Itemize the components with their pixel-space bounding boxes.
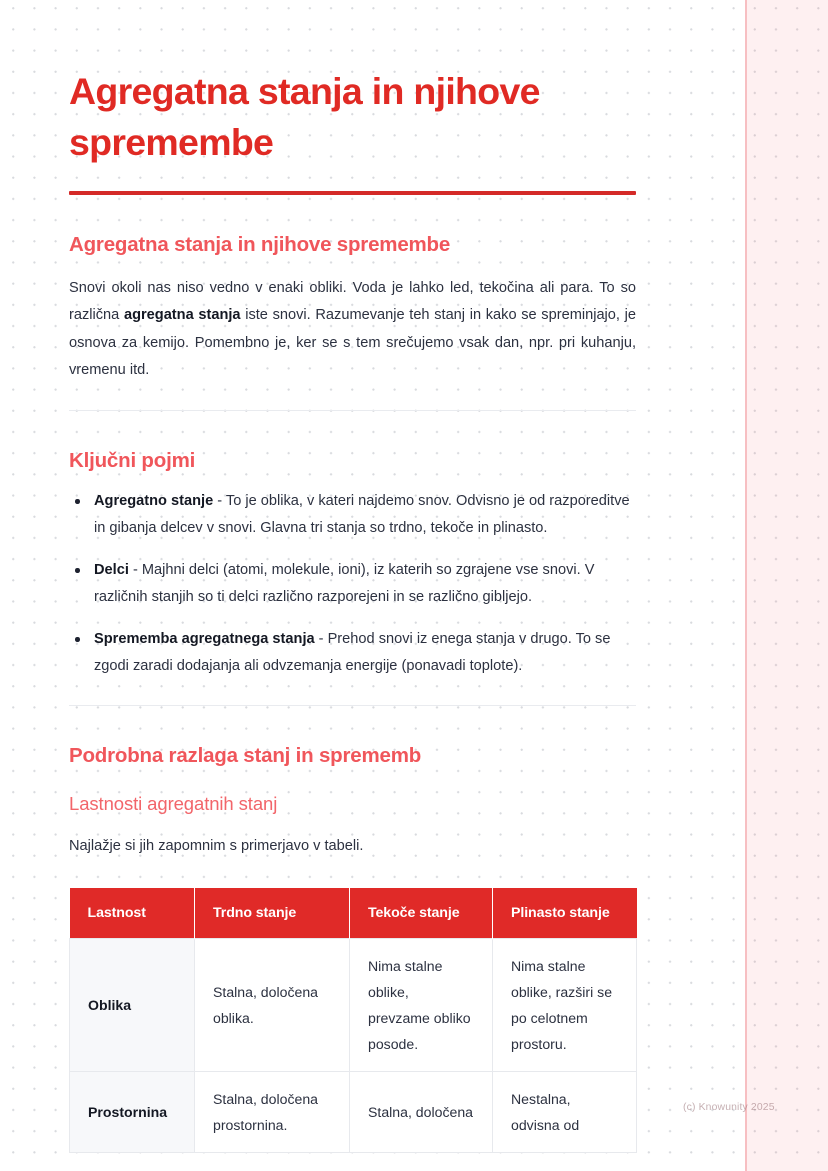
bullet-dot-icon <box>75 568 80 573</box>
list-item <box>69 557 636 610</box>
table-cell-gas: Nestalna, odvisna od <box>493 1072 637 1153</box>
right-decorative-stripe <box>745 0 828 1171</box>
page-title: Agregatna stanja in njihove spremembe <box>69 70 540 163</box>
table-header-cell-lastnost: Lastnost <box>70 888 195 939</box>
key-term-label: Delci <box>94 562 129 579</box>
key-terms-list <box>69 474 636 679</box>
list-item <box>69 626 636 679</box>
key-term-definition: - To je oblika, v kateri najdemo snov. Odvisno je od razporeditve in gibanja delcev v snovi. Glavna tri stanja so trdno, tekoče in plinasto. <box>94 493 630 536</box>
table-intro-paragraph: Najlažje si jih zapomnim s primerjavo v tabeli. <box>69 838 364 855</box>
table-cell-gas: Nima stalne oblike, razširi se po celotnem prostoru. <box>493 939 637 1072</box>
copyright-watermark: (c) Knowunity 2025 <box>683 1102 775 1113</box>
key-term-label: Agregatno stanje <box>94 493 214 510</box>
table-header-cell-tekoce: Tekoče stanje <box>350 888 493 939</box>
intro-paragraph-part2: iste snovi. Razumevanje teh stanj in kako se spreminjajo, je osnova za kemijo. Pomembno je, ker se s tem srečujemo vsak dan, npr. pri kuhanju, vremenu itd. <box>69 307 636 378</box>
intro-paragraph <box>69 258 636 384</box>
bullet-dot-icon <box>75 499 80 504</box>
table-row <box>70 939 637 1072</box>
section-heading-intro: Agregatna stanja in njihove spremembe <box>69 233 451 256</box>
subsection-heading-properties: Lastnosti agregatnih stanj <box>69 793 278 815</box>
properties-table <box>69 888 637 1153</box>
list-item <box>69 488 636 541</box>
table-cell-solid: Stalna, določena oblika. <box>195 939 350 1072</box>
properties-table-wrapper <box>69 888 636 1153</box>
table-header-row <box>70 888 637 939</box>
section-heading-key-terms: Ključni pojmi <box>69 449 196 473</box>
document-content <box>69 0 636 1153</box>
key-term-definition: - Prehod snovi iz enega stanja v drugo. To se zgodi zaradi dodajanja ali odvzemanja energije (ponavadi toplote). <box>94 631 611 674</box>
table-cell-liquid: Stalna, določena <box>350 1072 493 1153</box>
table-cell-row-label: Prostornina <box>70 1072 195 1153</box>
table-cell-liquid: Nima stalne oblike, prevzame obliko posode. <box>350 939 493 1072</box>
table-header-cell-trdno: Trdno stanje <box>195 888 350 939</box>
table-cell-solid: Stalna, določena prostornina. <box>195 1072 350 1153</box>
section-heading-detailed: Podrobna razlaga stanj in sprememb <box>69 744 422 768</box>
table-header-cell-plinasto: Plinasto stanje <box>493 888 637 939</box>
table-cell-row-label: Oblika <box>70 939 195 1072</box>
table-row <box>70 1072 637 1153</box>
key-term-definition: - Majhni delci (atomi, molekule, ioni), iz katerih so zgrajene vse snovi. V različnih stanjih so ti delci različno razporejeni in se različno gibljejo. <box>94 562 595 605</box>
key-term-label: Sprememba agregatnega stanja <box>94 631 315 648</box>
intro-paragraph-bold: agregatna stanja <box>123 307 241 324</box>
bullet-dot-icon <box>75 637 80 642</box>
intro-paragraph-part1: Snovi okoli nas niso vedno v enaki obliki. Voda je lahko led, tekočina ali para. To so različna <box>69 280 636 324</box>
